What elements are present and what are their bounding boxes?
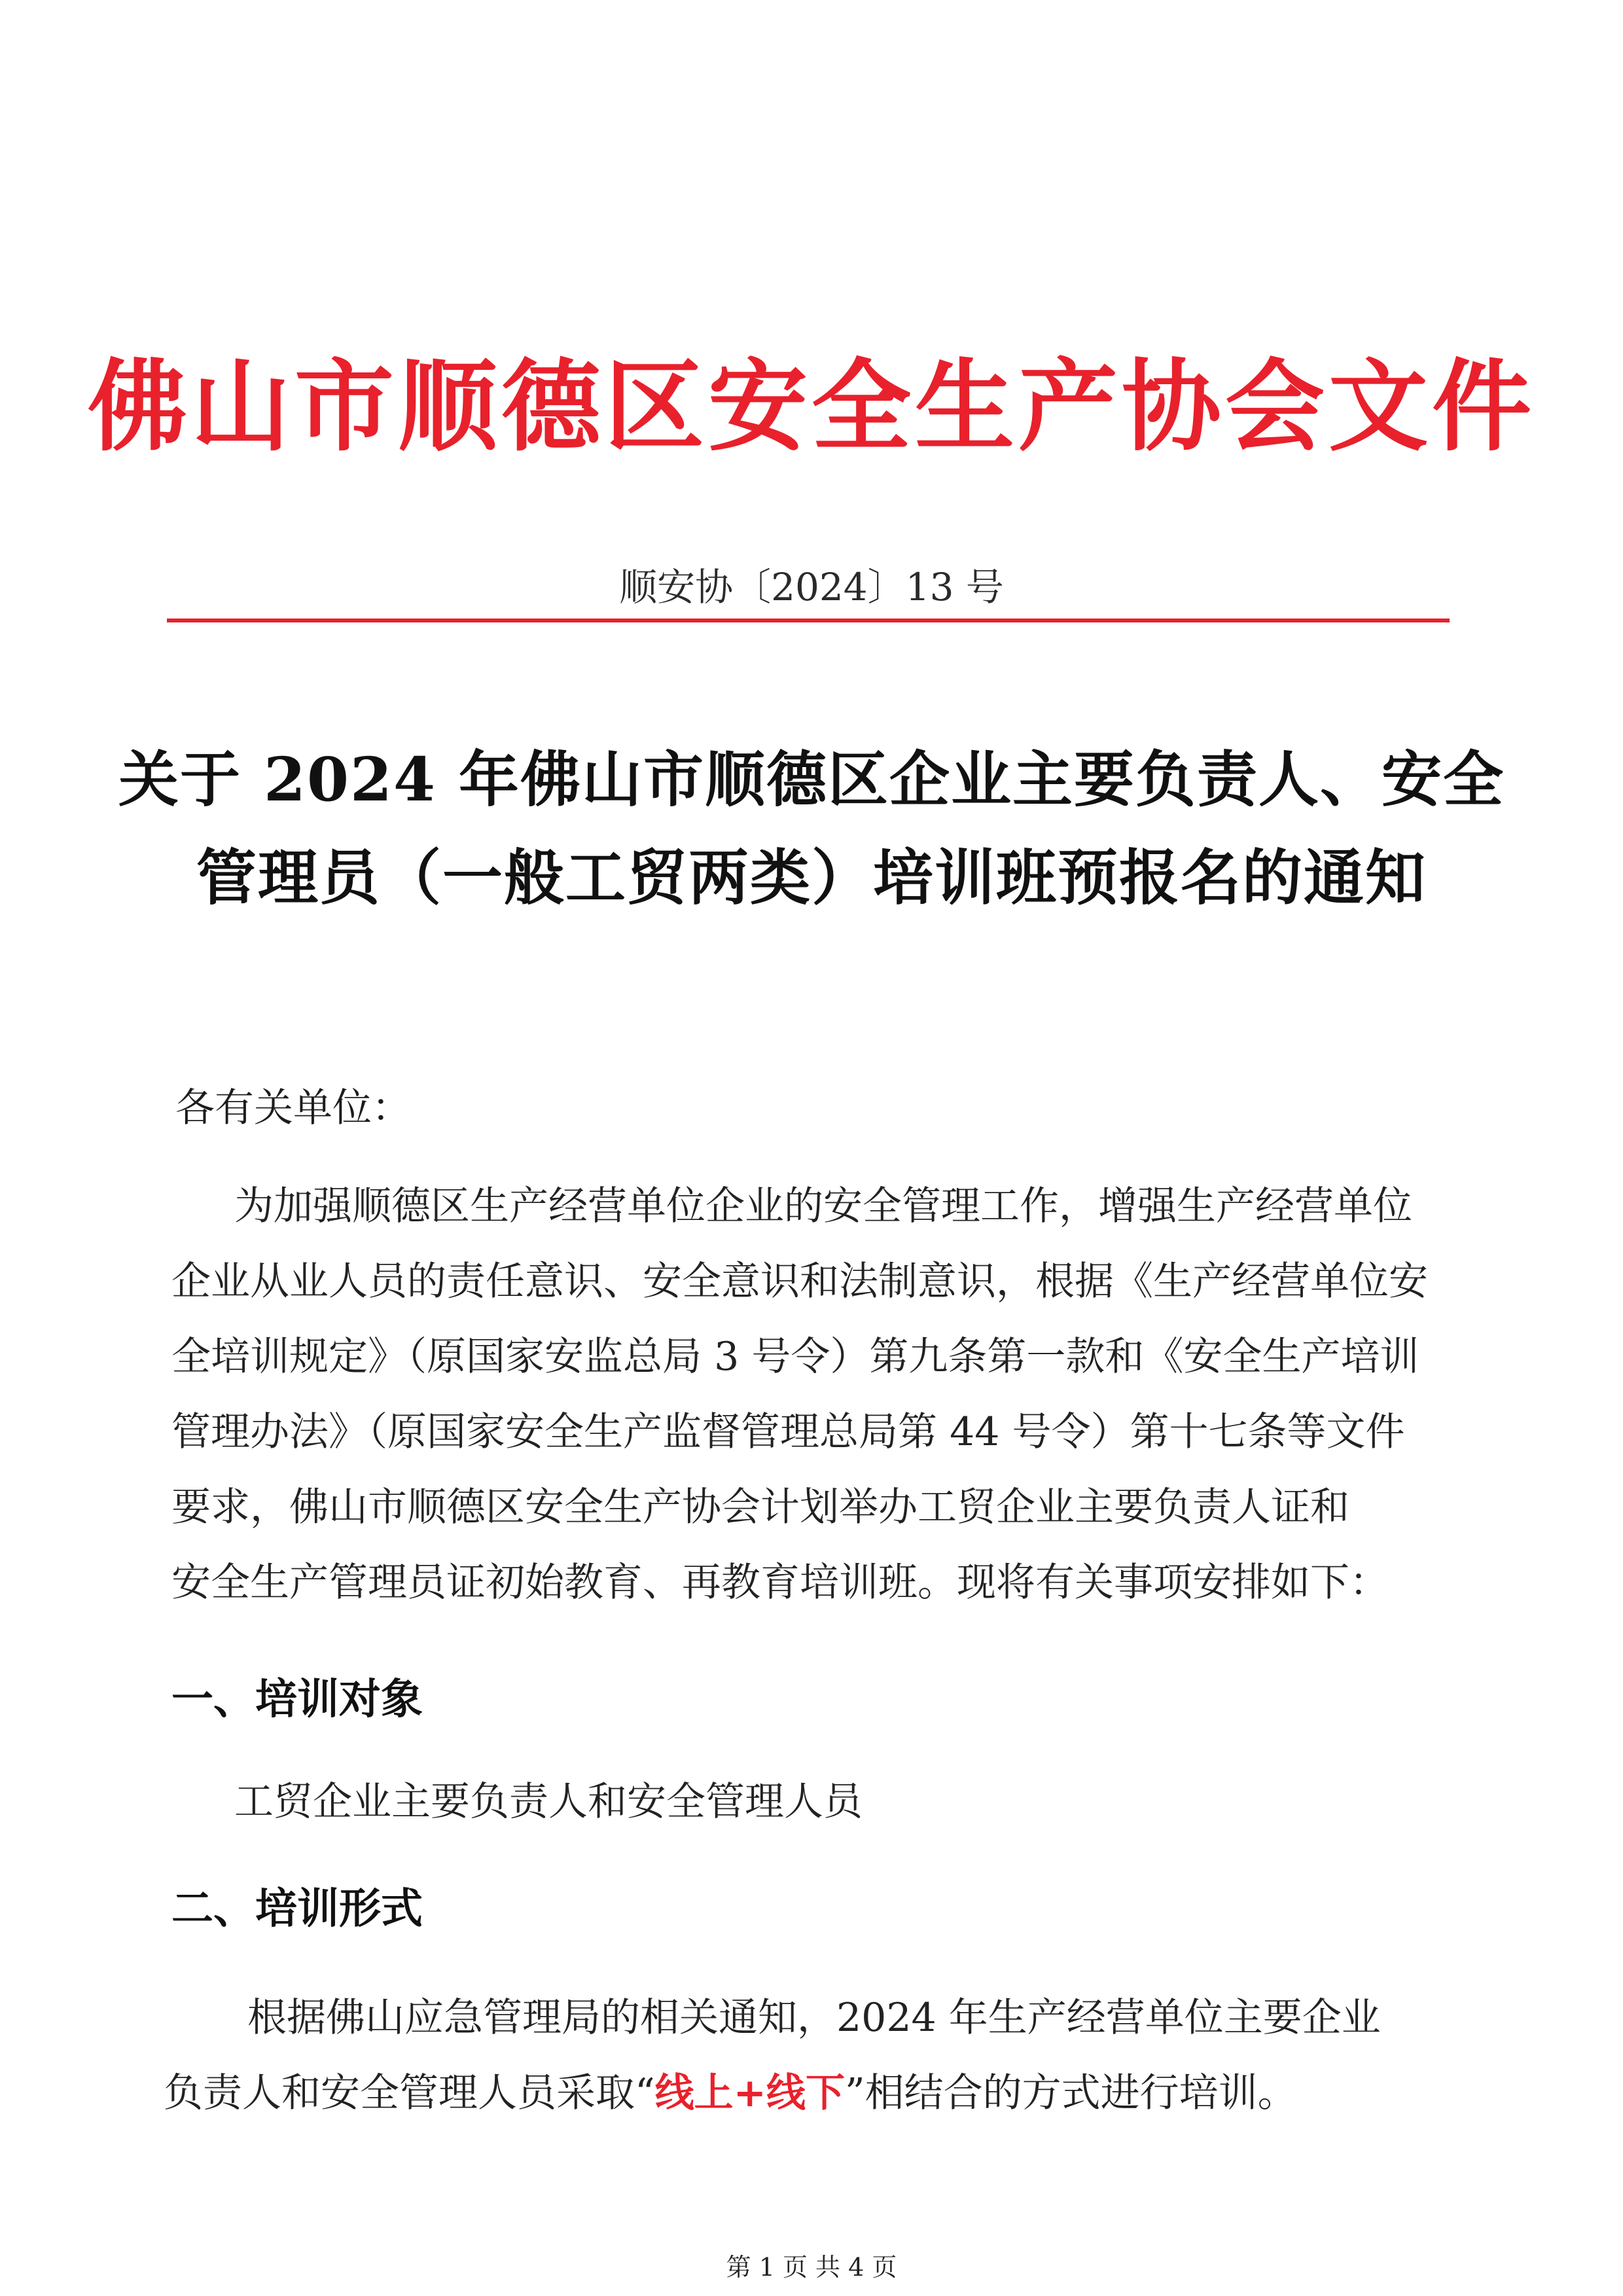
intro-line-3: 全培训规定》（原国家安监总局 3 号令）第九条第一款和《安全生产培训 <box>171 1334 1419 1380</box>
intro-line-6: 安全生产管理员证初始教育、再教育培训班。现将有关事项安排如下： <box>171 1560 1389 1605</box>
document-number: 顺安协〔2024〕13 号 <box>619 565 1004 609</box>
section-2-line-2 <box>164 2062 1297 2118</box>
page-number-footer: 第 1 页 共 4 页 <box>726 2253 897 2282</box>
intro-line-2: 企业从业人员的责任意识、安全意识和法制意识，根据《生产经营单位安 <box>171 1259 1428 1304</box>
section-2-line-2-post: ”相结合的方式进行培训。 <box>844 2070 1297 2116</box>
online-offline-highlight: 线上+线下 <box>654 2070 845 2116</box>
greeting: 各有关单位： <box>175 1085 411 1131</box>
section-2-line-2-pre: 负责人和安全管理人员采取“ <box>164 2070 655 2116</box>
notice-title-line-2: 管理员（一般工贸两类）培训班预报名的通知 <box>196 842 1427 913</box>
intro-line-5: 要求，佛山市顺德区安全生产协会计划举办工贸企业主要负责人证和 <box>171 1484 1349 1530</box>
notice-title-line-1: 关于 2024 年佛山市顺德区企业主要负责人、安全 <box>118 744 1505 815</box>
section-1-text: 工贸企业主要负责人和安全管理人员 <box>234 1779 863 1825</box>
section-1-heading: 一、培训对象 <box>171 1675 423 1724</box>
masthead-title: 佛山市顺德区安全生产协会文件 <box>88 348 1535 465</box>
intro-line-1: 为加强顺德区生产经营单位企业的安全管理工作，增强生产经营单位 <box>234 1183 1412 1229</box>
section-2-line-1: 根据佛山应急管理局的相关通知，2024 年生产经营单位主要企业 <box>247 1995 1381 2041</box>
intro-line-4: 管理办法》（原国家安全生产监督管理总局第 44 号令）第十七条等文件 <box>171 1409 1405 1455</box>
red-separator-line <box>167 619 1450 622</box>
section-2-heading: 二、培训形式 <box>171 1884 423 1933</box>
